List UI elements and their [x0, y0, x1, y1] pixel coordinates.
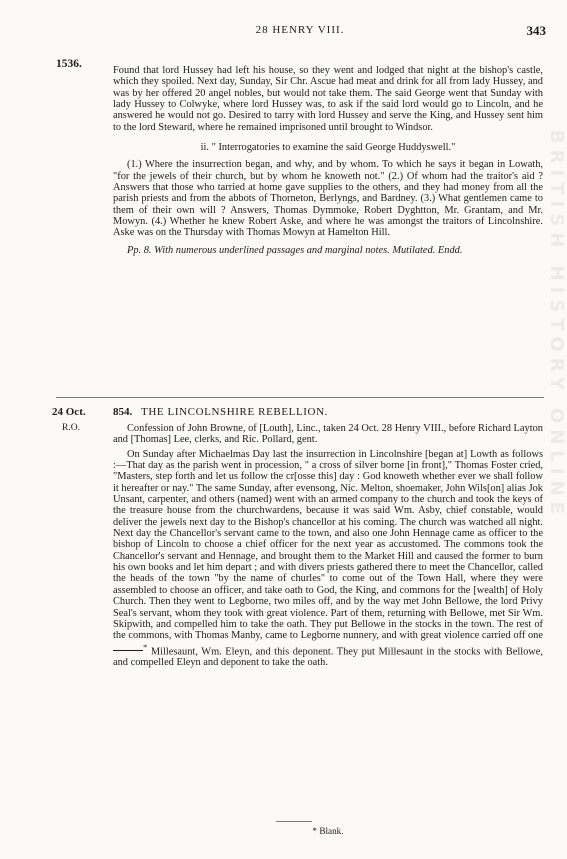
footnote: * Blank. [312, 826, 344, 836]
interrogatories-paragraph: (1.) Where the insurrection began, and why, and by whom. To which he says it began in Lowath, "for the jewels of their church, but by whom he knoweth not." (2.) Of whom had the traitor's aid ? Answers that those who tarried at home gave supplies to the others, and they had money from all the parish priests and from the abbots of Thorneton, Berlyngs, and Bardney. (3.) What gentlemen came to them of their own will ? Answers, Thomas Dymmoke, Robert Dyghtton, Mr. Grantam, and Mr. Mowyn. (4.) Whether he knew Robert Aske, and where he was amongst the traitors of Lincolnshire. Aske was on the Thursday with Thomas Mowyn at Hamelton Hill. [113, 159, 543, 239]
blank-gap [113, 650, 143, 651]
entry-heading [113, 406, 328, 418]
entry-body [113, 423, 543, 669]
entry-title: THE LINCOLNSHIRE REBELLION. [141, 406, 328, 418]
running-title: 28 HENRY VIII. [255, 24, 345, 36]
page-number: 343 [526, 23, 546, 38]
footnote-rule [276, 821, 312, 822]
running-head [60, 23, 546, 40]
continued-entry [113, 65, 543, 256]
entry-confession [113, 449, 543, 669]
entry-number: 854. [113, 406, 133, 418]
confession-text: On Sunday after Michaelmas Day last the insurrection in Lincolnshire [began at] Lowth as follows :—That day as the parish went in procession, " a cross of silver borne [in front]," Thomas Foster cried, "Masters, step forth and let us follow the cr[osse this] day : God knoweth whether ever we shall follow it hereafter or nay." The same Sunday, after evensong, Nic. Melton, shoemaker, John Wils[on] alias Jok Unsant, carpenter, and others (named) went with an armed company to the church and took the keys of the treasure house from the churchwardens, because it was said Wm. Asby, chief constable, would deliver the jewels next day to the Bishop's chancellor at his coming. The church was watched all night. Next day the Chancellor's servant came to the town, and also one John Hennage came as officer to the bishop of Lincoln to choose a chief officer for the next year as accustomed. The commons took the Chancellor's servant and Hennage, and brought them to the Market Hill and caused the former to burn his own books and let him depart ; and with divers priests gathered there to meet the Chancellor, called the heads of the town "by the name of churles" to come out of the Town Hall, where they were assembled to choose an officer, and take oath to God, the King, and commons for the [wealth] of Holy Church. Then they went to Legborne, two miles off, and by the way met John Bellowe, the lord Privy Seal's servant, whom they took with great violence. Part of them, returning with Bellowe, met Sir Wm. Skipwith, and compelled him to take the oath. They put Bellowe in the stocks in the town. The rest of the commons, with Thomas Manby, came to Legborne nunnery, and with great violence carried off one [113, 448, 543, 642]
watermark: BRITISH HISTORY ONLINE [546, 130, 567, 520]
section-heading: ii. " Interrogatories to examine the said George Huddyswell." [200, 142, 456, 154]
confession-text-continued: Millesaunt, Wm. Eleyn, and this deponent. They put Millesaunt in the stocks with Bellowe, and compelled Eleyn and deponent to take the oath. [113, 646, 543, 669]
section-divider [56, 397, 544, 398]
margin-entry-date: 24 Oct. [52, 406, 86, 418]
document-notes: Pp. 8. With numerous underlined passages and marginal notes. Mutilated. Endd. [127, 244, 463, 256]
footnote-marker: * [143, 641, 148, 652]
margin-source-ref: R.O. [62, 423, 80, 433]
continuation-paragraph: Found that lord Hussey had left his house, so they went and lodged that night at the bishop's castle, which they spoiled. Next day, Sunday, Sir Chr. Ascue had meat and drink for all from lady Hussey, and was by her offered 20 angel nobles, but would not take them. The said George went that Sunday with lady Hussey to Colwyke, where lord Hussey was, to ask if the said lord would go to Lincoln, and he answered he would not go. Desired to tarry with lord Hussey and serve the King, and Hussey sent him to the lord Steward, where he remained imprisoned until brought to Windsor. [113, 65, 543, 133]
entry-intro: Confession of John Browne, of [Louth], Linc., taken 24 Oct. 28 Henry VIII., before Richard Layton and [Thomas] Lee, clerks, and Ric. Pollard, gent. [113, 423, 543, 446]
margin-year: 1536. [56, 58, 82, 70]
